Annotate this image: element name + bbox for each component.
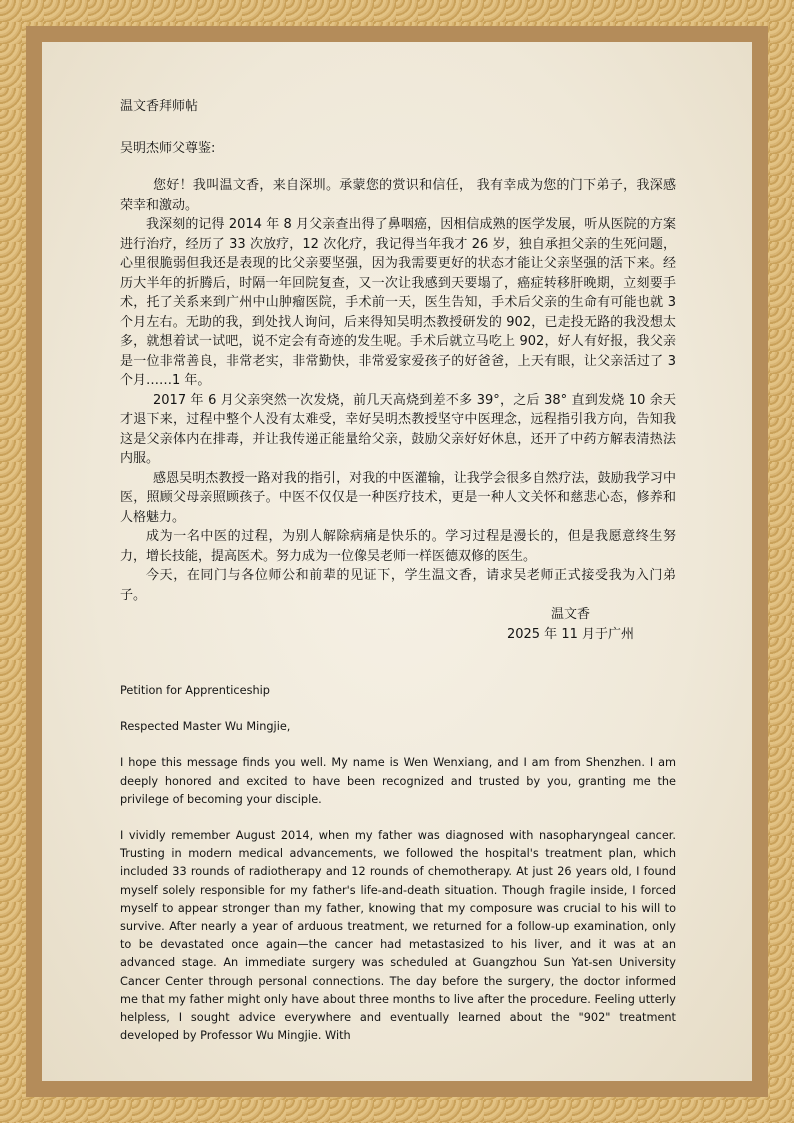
- chinese-paragraph: 您好！我叫温文香，来自深圳。承蒙您的赏识和信任， 我有幸成为您的门下弟子，我深感荣幸和激动。: [120, 178, 676, 213]
- chinese-paragraph: 今天，在同门与各位师公和前辈的见证下，学生温文香，请求吴老师正式接受我为入门弟子。: [120, 568, 676, 603]
- english-paragraph: I vividly remember August 2014, when my father was diagnosed with nasopharyngeal cancer. Trusting in modern medical advancements, we followed the hospital's treatment plan, which included 33 rounds of radiotherapy and 12 rounds of chemotherapy. At just 26 years old, I found myself solely responsible for my father's life-and-death situation. Though fragile inside, I forced myself to appear stronger than my father, knowing that my composure was crucial to his will to survive. After nearly a year of arduous treatment, we returned for a follow-up examination, only to be devastated once again—the cancer had metastasized to his liver, and it was at an advanced stage. An immediate surgery was scheduled at Guangzhou Sun Yat-sen University Cancer Center through personal connections. The day before the surgery, the doctor informed me that my father might only have about three months to live after the procedure. Feeling utterly helpless, I sought advice everywhere and eventually learned about the "902" treatment developed by Professor Wu Mingjie. With: [120, 829, 676, 1043]
- chinese-letter: [120, 97, 676, 644]
- chinese-paragraph: 2017 年 6 月父亲突然一次发烧，前几天高烧到差不多 39°，之后 38° 直到发烧 10 余天才退下来，过程中整个人没有太难受，幸好吴明杰教授坚守中医理念，远程指引我方向，告知我这是父亲体内在排毒，并让我传递正能量给父亲，鼓励父亲好好休息，还开了中药方解表清热法内服。: [120, 392, 676, 466]
- signature-date: 2025 年 11 月于广州: [506, 626, 634, 642]
- english-title: Petition for Apprenticeship: [120, 684, 270, 697]
- letter-content: [120, 97, 676, 1045]
- chinese-salutation: 吴明杰师父尊鉴:: [120, 140, 216, 156]
- chinese-title: 温文香拜师帖: [120, 99, 199, 114]
- english-letter: [120, 682, 676, 1045]
- letter-paper: [42, 42, 752, 1081]
- signature-name: 温文香: [550, 607, 590, 622]
- chinese-paragraph: 感恩吴明杰教授一路对我的指引，对我的中医灌输，让我学会很多自然疗法，鼓励我学习中医，照顾父母亲照顾孩子。中医不仅仅是一种医疗技术，更是一种人文关怀和慈悲心态，修养和人格魅力。: [120, 470, 676, 525]
- english-salutation: Respected Master Wu Mingjie,: [120, 720, 291, 734]
- chinese-paragraph: 我深刻的记得 2014 年 8 月父亲查出得了鼻咽癌，因相信成熟的医学发展，听从医院的方案进行治疗，经历了 33 次放疗，12 次化疗，我记得当年我才 26 岁，独自承担父亲的生死问题，心里很脆弱但我还是表现的比父亲要坚强，因为我需要更好的状态才能让父亲坚强的活下来。经历大半年的折腾后，时隔一年回院复查，又一次让我感到天要塌了，癌症转移肝晚期，立刻要手术，托了关系来到广州中山肿瘤医院，手术前一天，医生告知，手术后父亲的生命有可能也就 3 个月左右。无助的我，到处找人询问，后来得知吴明杰教授研发的 902，已走投无路的我没想太多，就想着试一试吧，说不定会有奇迹的发生呢。手术后就立马吃上 902，好人有好报，我父亲是一位非常善良，非常老实，非常勤快，非常爱家爱孩子的好爸爸，上天有眼，让父亲活过了 3 个月……1 年。: [120, 217, 676, 388]
- english-paragraph: I hope this message finds you well. My name is Wen Wenxiang, and I am from Shenzhen. I am deeply honored and excited to have been recognized and trusted by you, granting me the privilege of becoming your disciple.: [120, 756, 676, 806]
- chinese-paragraph: 成为一名中医的过程，为别人解除病痛是快乐的。学习过程是漫长的，但是我愿意终生努力，增长技能，提高医术。努力成为一位像吴老师一样医德双修的医生。: [120, 529, 676, 564]
